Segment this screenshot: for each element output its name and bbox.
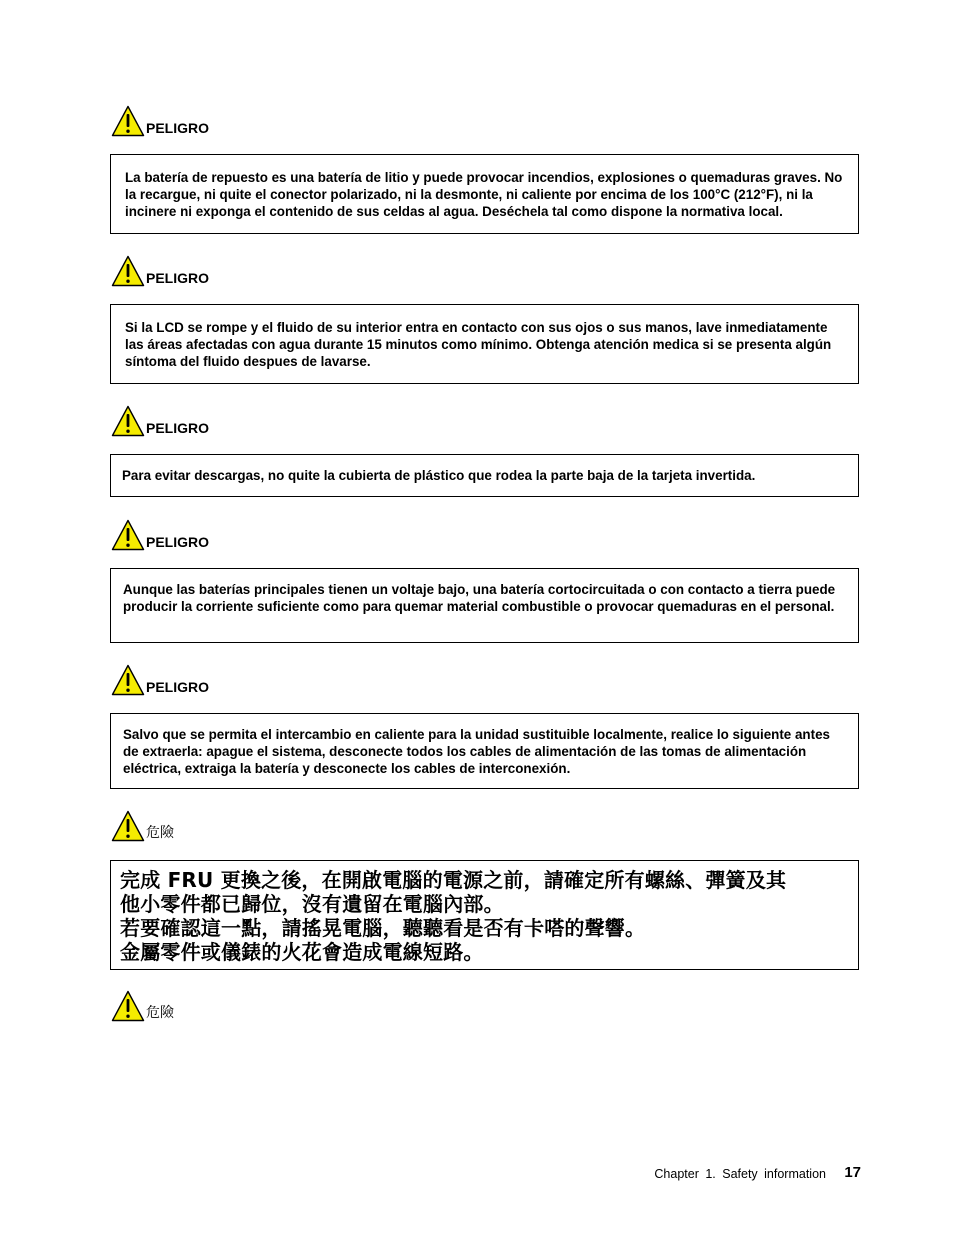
danger-notice-box-2 xyxy=(110,304,859,384)
notice-text: Si la LCD se rompe y el fluido de su interior entra en contacto con sus ojos o sus manos, lave inmediatamente las áreas afectadas con agua durante 15 minutos como mínimo. Obtenga atención medica si se presenta algún síntoma del fluido despues de lavarse. xyxy=(125,320,832,369)
danger-heading-5 xyxy=(111,660,209,696)
page-footer xyxy=(0,1164,954,1184)
danger-heading-label: PELIGRO xyxy=(146,420,210,436)
danger-heading-label: PELIGRO xyxy=(146,534,210,550)
danger-notice-box-4 xyxy=(110,568,859,643)
danger-notice-box-5 xyxy=(110,713,859,789)
notice-text: La batería de repuesto es una batería de litio y puede provocar incendios, explosiones o quemaduras graves. No la recargue, ni quite el conector polarizado, ni la desmonte, ni caliente por encima de los 100°C (212°F), ni la incinere ni exponga el contenido de sus celdas al agua. Deséchela tal como dispone la normativa local. xyxy=(125,170,843,219)
warning-triangle-icon xyxy=(111,255,145,287)
notice-text: Para evitar descargas, no quite la cubierta de plástico que rodea la parte baja de la tarjeta invertida. xyxy=(122,468,756,483)
danger-heading-6 xyxy=(111,806,174,842)
danger-heading-4 xyxy=(111,515,209,551)
notice-line: 他小零件都已歸位，沒有遺留在電腦內部。 xyxy=(120,892,504,916)
notice-text xyxy=(111,868,858,964)
page-number: 17 xyxy=(844,1164,861,1181)
notice-line: 完成 FRU 更換之後，在開啟電腦的電源之前，請確定所有螺絲、彈簧及其 xyxy=(120,868,787,892)
warning-triangle-icon xyxy=(111,810,145,842)
notice-line: 若要確認這一點，請搖晃電腦，聽聽看是否有卡嗒的聲響。 xyxy=(120,916,646,940)
notice-text: Aunque las baterías principales tienen un voltaje bajo, una batería cortocircuitada o con contacto a tierra puede producir la corriente suficiente como para quemar material combustible o provocar quemaduras en el personal. xyxy=(123,582,836,614)
danger-heading-label: 危險 xyxy=(146,1005,174,1021)
danger-heading-3 xyxy=(111,401,209,437)
danger-notice-box-3 xyxy=(110,454,859,497)
danger-heading-1 xyxy=(111,101,209,137)
danger-heading-7 xyxy=(111,986,174,1022)
warning-triangle-icon xyxy=(111,105,145,137)
danger-notice-box-6 xyxy=(110,860,859,970)
warning-triangle-icon xyxy=(111,664,145,696)
danger-notice-box-1 xyxy=(110,154,859,234)
danger-heading-label: 危險 xyxy=(146,825,174,841)
notice-text: Salvo que se permita el intercambio en caliente para la unidad sustituible localmente, realice lo siguiente antes de extraerla: apague el sistema, desconecte todos los cables de alimentación de las tomas de alimentación eléctrica, extraiga la batería y desconecte los cables de interconexión. xyxy=(123,727,830,776)
danger-heading-label: PELIGRO xyxy=(146,270,210,286)
footer-chapter-title: Chapter 1. Safety information xyxy=(654,1167,826,1181)
danger-heading-2 xyxy=(111,251,209,287)
warning-triangle-icon xyxy=(111,519,145,551)
danger-heading-label: PELIGRO xyxy=(146,120,210,136)
warning-triangle-icon xyxy=(111,990,145,1022)
danger-heading-label: PELIGRO xyxy=(146,679,210,695)
notice-line: 金屬零件或儀錶的火花會造成電線短路。 xyxy=(120,940,484,964)
warning-triangle-icon xyxy=(111,405,145,437)
